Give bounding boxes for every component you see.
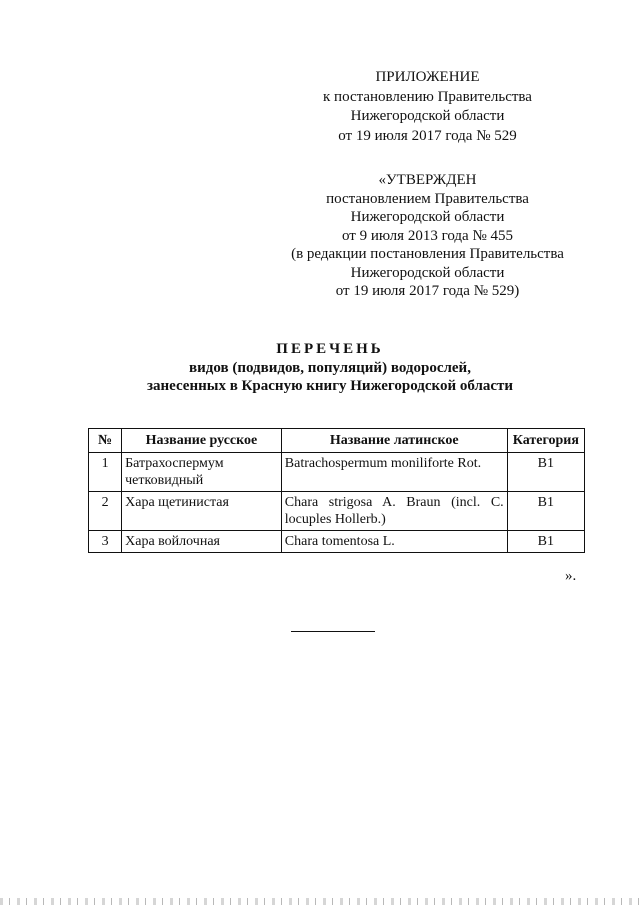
cell-latin-name: Batrachospermum moniliforte Rot. bbox=[281, 453, 507, 492]
appendix-line: от 19 июля 2017 года № 529 bbox=[338, 127, 517, 144]
header-russian-name: Название русское bbox=[122, 429, 282, 453]
table-header-row bbox=[89, 429, 585, 453]
header-latin-name: Название латинское bbox=[281, 429, 507, 453]
header-category: Категория bbox=[507, 429, 584, 453]
cell-number: 2 bbox=[89, 492, 122, 531]
species-table bbox=[88, 428, 585, 553]
approval-heading: «УТВЕРЖДЕН bbox=[378, 172, 477, 188]
cell-latin-name: Chara tomentosa L. bbox=[281, 531, 507, 553]
approval-line: Нижегородской области bbox=[350, 209, 505, 225]
cell-category: B1 bbox=[507, 531, 584, 553]
table-row bbox=[89, 453, 585, 492]
cell-russian-name: Хара войлочная bbox=[122, 531, 282, 553]
cell-number: 1 bbox=[89, 453, 122, 492]
scan-edge-noise bbox=[0, 898, 640, 905]
document-title bbox=[100, 340, 560, 396]
title-subtitle: занесенных в Красную книгу Нижегородской области bbox=[146, 378, 514, 394]
approval-line: (в редакции постановления Правительства bbox=[291, 246, 564, 262]
closing-quote-mark: ». bbox=[565, 568, 577, 584]
appendix-block bbox=[300, 68, 555, 146]
approval-line: от 19 июля 2017 года № 529) bbox=[335, 283, 520, 299]
title-main: ПЕРЕЧЕНЬ bbox=[276, 341, 384, 357]
appendix-line: Нижегородской области bbox=[350, 108, 505, 124]
table-row bbox=[89, 531, 585, 553]
cell-russian-name: Хара щетинистая bbox=[122, 492, 282, 531]
appendix-heading: ПРИЛОЖЕНИЕ bbox=[375, 69, 480, 85]
table-row bbox=[89, 492, 585, 531]
appendix-line: к постановлению Правительства bbox=[323, 88, 532, 105]
approval-line: от 9 июля 2013 года № 455 bbox=[341, 227, 514, 244]
approval-line: Нижегородской области bbox=[350, 264, 505, 281]
cell-russian-name: Батрахоспермум четковидный bbox=[122, 453, 282, 492]
title-subtitle: видов (подвидов, популяций) водорослей, bbox=[189, 359, 471, 376]
approval-block bbox=[270, 171, 585, 301]
approval-line: постановлением Правительства bbox=[326, 190, 529, 207]
cell-number: 3 bbox=[89, 531, 122, 553]
header-number: № bbox=[89, 429, 122, 453]
end-separator-line bbox=[291, 631, 375, 632]
cell-category: B1 bbox=[507, 453, 584, 492]
cell-latin-name: Chara strigosa A. Braun (incl. C. locuples Hollerb.) bbox=[281, 492, 507, 531]
cell-category: B1 bbox=[507, 492, 584, 531]
